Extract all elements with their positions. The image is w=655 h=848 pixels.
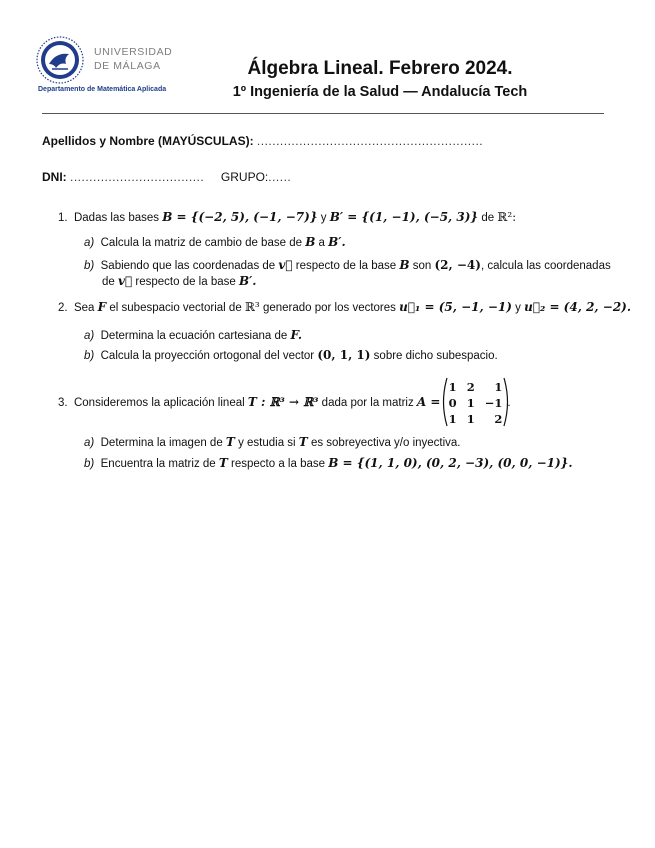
matrix-cell: 1 [466, 395, 475, 410]
problem-2b: b) Calcula la proyección ortogonal del vector (0, 1, 1) sobre dicho subespacio. [84, 348, 498, 362]
dni-field [42, 170, 291, 184]
problem-1b: b) Sabiendo que las coordenadas de v⃗ respecto de la base B son (2, −4), calcula las coordenadas [84, 258, 611, 272]
matrix-cell: 2 [466, 379, 475, 394]
basis-B-prime: B′ = {(1, −1), (−5, 3)} [329, 210, 479, 224]
problem-1a: a) Calcula la matriz de cambio de base de B a B′. [84, 235, 346, 249]
name-label: Apellidos y Nombre (MAYÚSCULAS): [42, 134, 254, 148]
problem-1b-line2: de v⃗ respecto de la base B′. [102, 274, 257, 288]
matrix-cell: 0 [448, 395, 457, 410]
header-divider [42, 113, 604, 114]
basis-B: B = {(−2, 5), (−1, −7)} [162, 210, 318, 224]
problem-2: 2. Sea F el subespacio vectorial de ℝ³ generado por los vectores u⃗₁ = (5, −1, −1) y u⃗₂ = (4, 2, −2). [58, 300, 632, 314]
group-label: GRUPO: [220, 170, 269, 184]
matrix-cell: 1 [466, 411, 475, 426]
problem-3: 3. Consideremos la aplicación lineal T : ℝ³ → ℝ³ dada por la matriz A = 1 2 1 0 1 −1 1 1 2 . [58, 379, 511, 426]
department-name: Departamento de Matemática Aplicada [38, 86, 167, 93]
group-fill-line: ...... [268, 170, 292, 184]
name-field [42, 134, 483, 148]
exam-subtitle: 1º Ingeniería de la Salud — Andalucía Tech [232, 84, 528, 100]
name-fill-line: ........................................................... [256, 134, 484, 148]
problem-3a: a) Determina la imagen de T y estudia si T es sobreyectiva y/o inyectiva. [84, 435, 461, 449]
matrix-A [444, 379, 508, 427]
matrix-cell: 1 [494, 379, 503, 394]
matrix-cell: −1 [484, 395, 503, 410]
dni-fill-line: ................................... [70, 170, 205, 184]
problem-2a: a) Determina la ecuación cartesiana de F. [84, 328, 302, 342]
matrix-cell: 2 [494, 411, 503, 426]
matrix-cell: 1 [448, 379, 457, 394]
problem-1: 1. Dadas las bases B = {(−2, 5), (−1, −7)} y B′ = {(1, −1), (−5, 3)} de ℝ²: [58, 210, 517, 224]
exam-title: Álgebra Lineal. Febrero 2024. [247, 58, 513, 79]
university-name: UNIVERSIDAD DE MÁLAGA [94, 46, 173, 72]
matrix-cell: 1 [448, 411, 457, 426]
problem-3b: b) Encuentra la matriz de T respecto a la base B = {(1, 1, 0), (0, 2, −3), (0, 0, −1)}. [84, 456, 573, 470]
dni-label: DNI: [42, 170, 67, 184]
